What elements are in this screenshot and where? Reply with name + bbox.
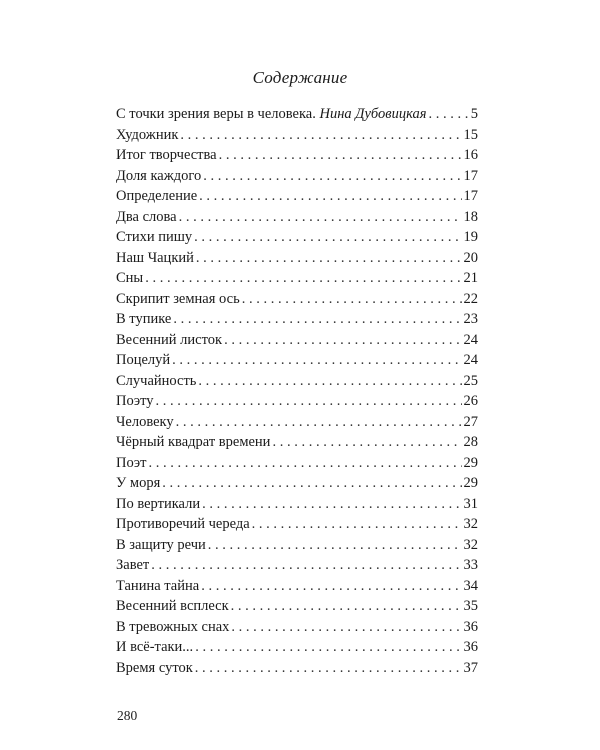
dot-leader (242, 289, 462, 310)
dot-leader (199, 186, 461, 207)
toc-entry-title (116, 555, 149, 576)
toc-entry (116, 514, 478, 535)
toc-entry-title (116, 248, 194, 269)
toc-entry (116, 494, 478, 515)
toc-entry (116, 289, 478, 310)
toc-entry-title (116, 494, 200, 515)
toc-entry-title (116, 371, 196, 392)
toc-entry-title (116, 617, 229, 638)
toc-entry (116, 145, 478, 166)
toc-entry-title (116, 289, 240, 310)
dot-leader (173, 309, 461, 330)
toc-entry-title-text: Художник (116, 126, 179, 143)
toc-entry-page: 23 (463, 311, 478, 327)
dot-leader (219, 145, 462, 166)
dot-leader (224, 330, 461, 351)
toc-entry (116, 596, 478, 617)
toc-entry (116, 248, 478, 269)
toc-entry-title-text: Случайность (116, 372, 197, 389)
toc-entry (116, 227, 478, 248)
toc-entry-title (116, 330, 222, 351)
dot-leader (252, 514, 462, 535)
toc-entry-page: 32 (463, 516, 478, 532)
toc-entry-page: 18 (463, 208, 478, 225)
toc-entry-title-text: Поэт (116, 454, 147, 471)
toc-entry-page: 17 (463, 167, 478, 184)
toc-entry (116, 473, 478, 494)
dot-leader (172, 350, 461, 371)
toc-entry-title-text: Весенний всплеск (116, 598, 229, 614)
toc-entry-title (116, 145, 217, 166)
table-of-contents (116, 104, 478, 678)
dot-leader (429, 104, 469, 125)
toc-entry (116, 412, 478, 433)
toc-entry-title-text: Итог творчества (116, 147, 217, 163)
toc-entry (116, 104, 478, 125)
dot-leader (179, 207, 462, 228)
toc-entry-title (116, 596, 229, 617)
toc-entry-page: 17 (463, 188, 478, 204)
dot-leader (151, 555, 461, 576)
toc-entry-page: 29 (463, 475, 478, 491)
dot-leader (198, 371, 461, 392)
toc-entry-page: 29 (463, 454, 478, 471)
toc-entry (116, 637, 478, 658)
toc-entry-title (116, 514, 250, 535)
toc-entry-title-text: Доля каждого (116, 167, 202, 184)
toc-entry-page: 36 (463, 618, 478, 635)
toc-entry-page: 31 (463, 495, 478, 512)
toc-entry-title-text: Стихи пишу (116, 229, 193, 245)
toc-entry-title-text: В тревожных снах (116, 618, 230, 635)
toc-entry-title-text: Весенний листок (116, 331, 223, 348)
toc-entry-title-text: По вертикали (116, 495, 201, 512)
toc-entry-title (116, 535, 206, 556)
toc-entry (116, 453, 478, 474)
toc-entry-page: 20 (463, 249, 478, 266)
toc-entry-title (116, 207, 177, 228)
toc-entry-title-text: Наш Чацкий (116, 249, 194, 266)
toc-entry (116, 535, 478, 556)
toc-entry-title-text: С точки зрения веры в человека. (116, 106, 316, 122)
dot-leader (202, 494, 461, 515)
toc-entry-title-text: Завет (116, 557, 150, 573)
toc-entry (116, 432, 478, 453)
toc-entry-title-text: У моря (116, 475, 161, 491)
dot-leader (195, 658, 462, 679)
toc-entry-title-text: В тупике (116, 311, 172, 327)
toc-entry (116, 207, 478, 228)
toc-entry-title (116, 309, 171, 330)
toc-entry-page: 5 (470, 106, 478, 122)
page-title: Содержание (252, 68, 348, 87)
toc-entry-title (116, 473, 160, 494)
toc-entry-page: 24 (463, 331, 478, 348)
toc-entry-title-text: Поэту (116, 393, 154, 409)
toc-entry-title (116, 576, 199, 597)
dot-leader (195, 637, 461, 658)
toc-entry-title (116, 166, 201, 187)
toc-entry-page: 27 (463, 413, 478, 430)
dot-leader (231, 617, 461, 638)
toc-entry-page: 19 (463, 229, 478, 245)
toc-entry (116, 617, 478, 638)
toc-entry-title (116, 227, 192, 248)
toc-entry-title (116, 637, 193, 658)
toc-entry-title-text: Сны (116, 270, 144, 286)
toc-entry (116, 125, 478, 146)
toc-entry-page: 26 (463, 393, 478, 409)
toc-entry-title-text: Противоречий череда (116, 516, 250, 532)
toc-entry-title-text: Время суток (116, 659, 193, 676)
dot-leader (145, 268, 461, 289)
dot-leader (162, 473, 461, 494)
toc-entry-title-text: Поцелуй (116, 352, 171, 368)
dot-leader (194, 227, 461, 248)
toc-entry-author: Нина Дубовицкая (319, 106, 427, 122)
toc-entry-page: 28 (463, 434, 478, 450)
toc-entry-title (116, 391, 154, 412)
toc-entry-title (116, 432, 270, 453)
toc-entry (116, 166, 478, 187)
toc-entry-page: 34 (463, 577, 478, 594)
toc-entry-page: 36 (463, 639, 478, 655)
toc-entry-title-text: Определение (116, 188, 198, 204)
toc-entry-title (116, 350, 170, 371)
toc-entry-page: 15 (463, 126, 478, 143)
toc-entry-title (116, 658, 193, 679)
toc-entry (116, 555, 478, 576)
toc-entry-title-text: Человеку (116, 413, 174, 430)
toc-entry-title (116, 125, 178, 146)
toc-entry (116, 350, 478, 371)
dot-leader (203, 166, 461, 187)
dot-leader (231, 596, 462, 617)
dot-leader (272, 432, 461, 453)
toc-entry (116, 391, 478, 412)
toc-entry (116, 576, 478, 597)
toc-entry-title-text: В защиту речи (116, 536, 206, 553)
toc-entry (116, 371, 478, 392)
toc-entry (116, 309, 478, 330)
toc-entry (116, 658, 478, 679)
toc-entry-title (116, 453, 146, 474)
dot-leader (180, 125, 461, 146)
toc-entry-title-text: Танина тайна (116, 577, 200, 594)
toc-entry-title (116, 412, 174, 433)
dot-leader (208, 535, 462, 556)
toc-entry-page: 32 (463, 536, 478, 553)
toc-entry-page: 21 (463, 270, 478, 286)
dot-leader (148, 453, 461, 474)
toc-entry (116, 186, 478, 207)
toc-entry-page: 25 (463, 372, 478, 389)
dot-leader (196, 248, 462, 269)
page-number: 280 (117, 708, 138, 723)
toc-entry-title (116, 268, 143, 289)
toc-entry-title (116, 186, 197, 207)
dot-leader (201, 576, 461, 597)
toc-entry-page: 35 (463, 598, 478, 614)
toc-entry-title-text: Два слова (116, 208, 177, 225)
toc-entry-title-text: Скрипит земная ось (116, 290, 240, 307)
toc-entry-page: 22 (463, 290, 478, 307)
toc-entry-page: 37 (463, 659, 478, 676)
dot-leader (156, 391, 462, 412)
toc-entry-title-text: Чёрный квадрат времени (116, 434, 271, 450)
toc-entry-page: 33 (463, 557, 478, 573)
dot-leader (176, 412, 462, 433)
toc-entry-page: 16 (463, 147, 478, 163)
toc-entry (116, 330, 478, 351)
toc-entry-title-text: И всё-таки... (116, 639, 194, 655)
toc-entry-title (116, 104, 427, 125)
toc-entry (116, 268, 478, 289)
toc-entry-page: 24 (463, 352, 478, 368)
